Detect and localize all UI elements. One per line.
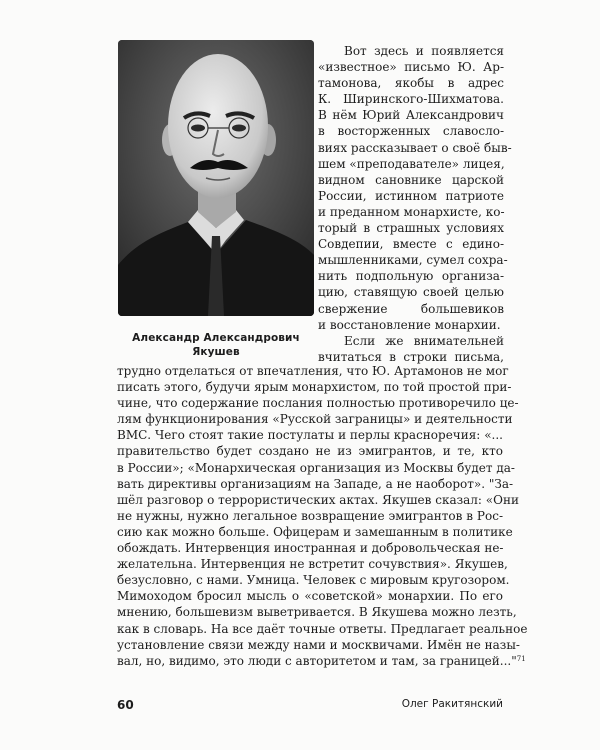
text-line: вчитаться в строки письма, <box>318 349 504 364</box>
text-line: России, истинном патриоте <box>318 188 504 203</box>
text-line: безусловно, с нами. Умница. Человек с мировым кругозором. <box>117 573 510 588</box>
text-line: шёл разговор о террористических актах. Якушев сказал: «Они <box>117 492 519 507</box>
side-column-text <box>318 43 512 365</box>
final-line-text: вал, но, видимо, это люди с авторитетом и там, за границей..." <box>117 653 517 668</box>
text-line: свержение большевиков <box>318 301 504 316</box>
text-line: желательна. Интервенция не встретит сочувствия». Якушев, <box>117 557 508 572</box>
page-number: 60 <box>117 698 134 712</box>
text-line: ВМС. Чего стоят такие постулаты и перлы красноречия: «... <box>117 428 503 443</box>
page-footer <box>117 698 503 714</box>
text-line-final <box>117 653 526 669</box>
text-line: установление связи между нами и москвичами. Имён не назы- <box>117 637 520 652</box>
text-line: и преданном монархисте, ко- <box>318 204 505 219</box>
figure-caption <box>110 331 322 359</box>
text-line: обождать. Интервенция иностранная и добровольческая не- <box>117 541 504 556</box>
text-line: и восстановление монархии. <box>318 317 501 332</box>
footnote-ref[interactable]: 71 <box>516 654 526 663</box>
text-line: торый в страшных условиях <box>318 221 504 236</box>
text-line: в восторженных славосло- <box>318 124 504 139</box>
text-line: правительство будет создано не из эмигрантов, и те, кто <box>117 444 503 459</box>
body-text <box>117 363 528 669</box>
text-line: мышленниками, сумел сохра- <box>318 253 508 268</box>
text-line: нить подпольную организа- <box>318 269 504 284</box>
text-line: тамонова, якобы в адрес <box>318 76 504 91</box>
running-author: Олег Ракитянский <box>401 698 503 710</box>
text-line: Если же внимательней <box>344 333 504 348</box>
text-line: Мимоходом бросил мысль о «советской» монархии. По его <box>117 589 503 604</box>
text-line: мнению, большевизм выветривается. В Якушева можно лезть, <box>117 605 517 620</box>
text-line: «известное» письмо Ю. Ар- <box>318 60 504 75</box>
text-line: шем «преподавателе» лицея, <box>318 156 505 171</box>
text-line: не нужны, нужно легальное возвращение эмигрантов в Рос- <box>117 508 503 523</box>
caption-name: Александр Александрович <box>132 332 300 344</box>
text-line: в России»; «Монархическая организация из Москвы будет да- <box>117 460 515 475</box>
portrait-photo <box>118 40 314 316</box>
text-line: видном сановнике царской <box>318 172 504 187</box>
text-line: писать этого, будучи ярым монархистом, по той простой при- <box>117 380 512 395</box>
text-line: виях рассказывает о своё быв- <box>318 140 512 155</box>
text-line: как в словарь. На все даёт точные ответы. Предлагает реальное <box>117 621 528 636</box>
caption-surname: Якушев <box>192 346 240 358</box>
text-line: К. Ширинского-Шихматова. <box>318 92 504 107</box>
text-line: В нём Юрий Александрович <box>318 108 504 123</box>
portrait-illustration <box>118 40 314 316</box>
text-line: вать директивы организациям на Западе, а не наоборот». "За- <box>117 476 514 491</box>
text-line: сию как можно больше. Офицерам и замешанным в политике <box>117 524 513 539</box>
text-line: трудно отделаться от впечатления, что Ю. Артамонов не мог <box>117 364 509 378</box>
text-line: чине, что содержание послания полностью противоречило це- <box>117 396 519 411</box>
text-line: Вот здесь и появляется <box>344 44 504 58</box>
text-line: цию, ставящую своей целью <box>318 285 504 300</box>
text-line: Совдепии, вместе с едино- <box>318 237 504 252</box>
text-line: лям функционирования «Русской заграницы» и деятельности <box>117 412 513 427</box>
